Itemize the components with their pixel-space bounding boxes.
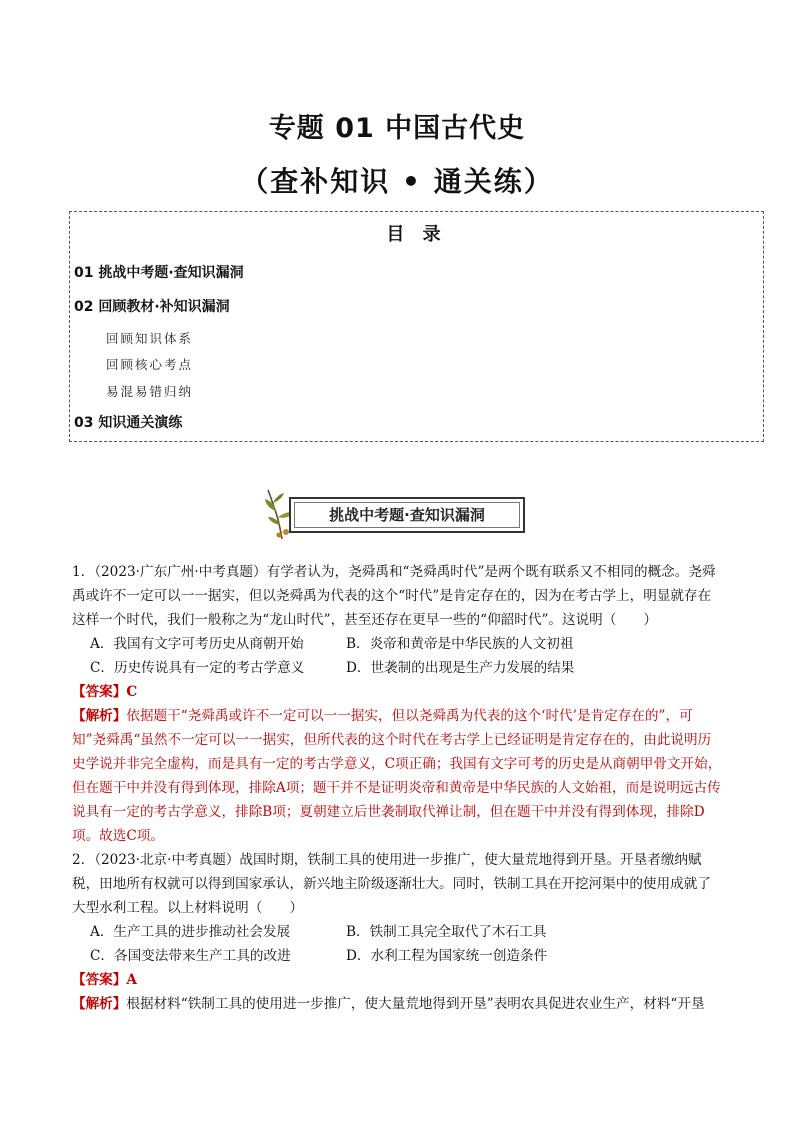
explanation-text: 依据题干“尧舜禹或许不一定可以一一据实，但以尧舜禹为代表的这个‘时代’是肯定存在的”，可知”尧舜禹“虽然不一定可以一一据实，但所代表的这个时代在考古学上已经证明是肯定存在的，由此说明历史学说并非完全虚构，而是具有一定的考古学意义，C项正确；我国有文字可考的历史是从商朝甲骨文开始，但在题干中并没有得到体现，排除A项；题干并不是证明炎帝和黄帝是中华民族的人文始祖，而是说明远古传说具有一定的考古学意义，排除B项；夏朝建立后世袭制取代禅让制，但在题干中并没有得到体现，排除D项。故选C项。 (72, 708, 722, 844)
answer-value: A (126, 972, 137, 988)
option-d[interactable]: D．世袭制的出现是生产力发展的结果 (346, 660, 575, 676)
option-a[interactable]: A．我国有文字可考历史从商朝开始 (90, 636, 304, 652)
toc-item[interactable]: 01 挑战中考题·查知识漏洞 (74, 265, 244, 281)
answer-line (72, 968, 724, 992)
toc-subitem[interactable]: 易混易错归纳 (106, 384, 194, 399)
option-d[interactable]: D．水利工程为国家统一创造条件 (346, 948, 548, 964)
explanation-tag: 【解析】 (72, 708, 127, 724)
option-c[interactable]: C．各国变法带来生产工具的改进 (90, 948, 291, 964)
option-c[interactable]: C．历史传说具有一定的考古学意义 (90, 660, 305, 676)
answer-tag: 【答案】 (72, 684, 127, 700)
toc-item[interactable]: 03 知识通关演练 (74, 415, 183, 431)
answer-line (72, 680, 724, 704)
explanation (72, 992, 724, 1016)
banner-label: 挑战中考题·查知识漏洞 (329, 506, 485, 524)
options-row (72, 632, 724, 656)
toc-subitem[interactable]: 回顾知识体系 (106, 331, 194, 346)
toc-heading: 目 录 (386, 224, 447, 245)
answer-value: C (126, 684, 138, 700)
section-banner (262, 487, 530, 541)
option-a[interactable]: A．生产工具的进步推动社会发展 (90, 924, 291, 940)
explanation-tag: 【解析】 (72, 996, 127, 1012)
option-b[interactable]: B．铁制工具完全取代了木石工具 (346, 924, 547, 940)
question-stem: 1．（2023·广东广州·中考真题）有学者认为，尧舜禹和“尧舜禹时代”是两个既有联系又不相同的概念。尧舜禹或许不一定可以一一据实，但以尧舜禹为代表的这个“时代”是肯定存在的，因为在考古学上，明显就存在这样一个时代，我们一般称之为“龙山时代”，甚至还存在更早一些的“仰韶时代”。这说明（ ） (72, 564, 716, 628)
question-item (72, 848, 724, 1016)
table-of-contents (69, 211, 764, 442)
page-title: 专题 01 中国古代史 (268, 113, 526, 144)
question-item (72, 560, 724, 848)
answer-tag: 【答案】 (72, 972, 127, 988)
page-subtitle: （查补知识 • 通关练） (240, 165, 554, 198)
question-list (72, 560, 724, 1016)
options-row (72, 920, 724, 944)
toc-item[interactable]: 02 回顾教材·补知识漏洞 (74, 299, 230, 315)
explanation (72, 704, 724, 848)
option-b[interactable]: B．炎帝和黄帝是中华民族的人文初祖 (346, 636, 574, 652)
options-row (72, 944, 724, 968)
explanation-text: 根据材料“铁制工具的使用进一步推广，使大量荒地得到开垦”表明农具促进农业生产，材料“开垦 (126, 996, 705, 1012)
options-row (72, 656, 724, 680)
banner-frame (289, 497, 525, 533)
toc-subitem[interactable]: 回顾核心考点 (106, 357, 194, 372)
question-stem: 2．（2023·北京·中考真题）战国时期，铁制工具的使用进一步推广，使大量荒地得到开垦。开垦者缴纳赋税，田地所有权就可以得到国家承认，新兴地主阶级逐渐壮大。同时，铁制工具在开挖河渠中的使用成就了大型水利工程。以上材料说明（ ） (72, 852, 711, 916)
